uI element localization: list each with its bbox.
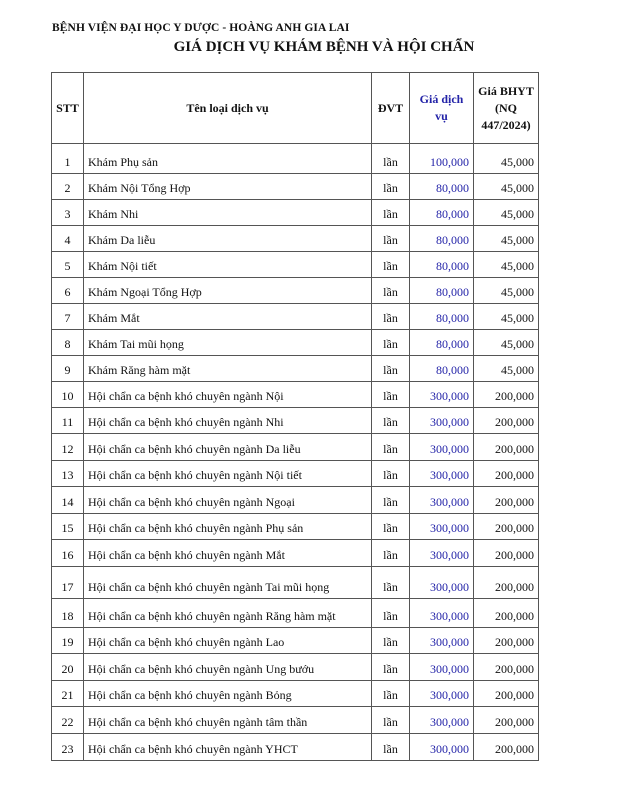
row-service-price: 300,000: [410, 681, 474, 707]
document-title: GIÁ DỊCH VỤ KHÁM BỆNH VÀ HỘI CHẨN: [173, 39, 475, 55]
row-stt: 22: [52, 707, 84, 734]
row-service-price: 80,000: [410, 278, 474, 304]
row-stt: 14: [52, 487, 84, 514]
row-unit: lần: [372, 144, 410, 174]
table-row: [52, 540, 539, 567]
row-insurance-price: 200,000: [474, 567, 539, 599]
row-stt: 4: [52, 226, 84, 252]
row-insurance-price: 200,000: [474, 514, 539, 540]
row-service-name: Hội chẩn ca bệnh khó chuyên ngành Nội tiết: [84, 461, 372, 487]
row-service-price: 300,000: [410, 628, 474, 654]
row-insurance-price: 45,000: [474, 330, 539, 356]
row-stt: 1: [52, 144, 84, 174]
row-unit: lần: [372, 252, 410, 278]
row-service-name: Khám Da liễu: [84, 226, 372, 252]
row-service-price: 80,000: [410, 330, 474, 356]
row-service-name: Khám Nội tiết: [84, 252, 372, 278]
row-unit: lần: [372, 599, 410, 628]
row-stt: 18: [52, 599, 84, 628]
row-stt: 23: [52, 734, 84, 761]
row-service-price: 300,000: [410, 461, 474, 487]
column-header-insurance-price: Giá BHYT (NQ 447/2024): [474, 73, 539, 144]
hospital-name: BỆNH VIỆN ĐẠI HỌC Y DƯỢC - HOÀNG ANH GIA LAI: [52, 22, 350, 34]
row-unit: lần: [372, 356, 410, 382]
row-unit: lần: [372, 514, 410, 540]
row-service-name: Khám Răng hàm mặt: [84, 356, 372, 382]
row-service-name: Khám Phụ sản: [84, 144, 372, 174]
table-row: [52, 226, 539, 252]
row-stt: 17: [52, 567, 84, 599]
column-header-service-price: Giá dịch vụ: [410, 73, 474, 144]
row-service-price: 300,000: [410, 408, 474, 434]
row-unit: lần: [372, 487, 410, 514]
row-service-name: Khám Tai mũi họng: [84, 330, 372, 356]
row-service-price: 300,000: [410, 514, 474, 540]
row-service-name: Hội chẩn ca bệnh khó chuyên ngành Ngoại: [84, 487, 372, 514]
row-service-name: Hội chẩn ca bệnh khó chuyên ngành Da liễu: [84, 434, 372, 461]
row-insurance-price: 45,000: [474, 226, 539, 252]
table-row: [52, 514, 539, 540]
row-unit: lần: [372, 408, 410, 434]
row-unit: lần: [372, 226, 410, 252]
row-service-price: 300,000: [410, 734, 474, 761]
row-stt: 16: [52, 540, 84, 567]
row-service-name: Hội chẩn ca bệnh khó chuyên ngành Mắt: [84, 540, 372, 567]
row-service-name: Hội chẩn ca bệnh khó chuyên ngành Nhi: [84, 408, 372, 434]
row-insurance-price: 200,000: [474, 487, 539, 514]
row-service-price: 300,000: [410, 487, 474, 514]
table-row: [52, 278, 539, 304]
row-service-name: Khám Ngoại Tổng Hợp: [84, 278, 372, 304]
row-unit: lần: [372, 382, 410, 408]
row-unit: lần: [372, 174, 410, 200]
table-row: [52, 434, 539, 461]
row-service-price: 300,000: [410, 567, 474, 599]
row-stt: 20: [52, 654, 84, 681]
row-service-name: Hội chẩn ca bệnh khó chuyên ngành Bỏng: [84, 681, 372, 707]
table-row: [52, 174, 539, 200]
row-stt: 6: [52, 278, 84, 304]
row-stt: 9: [52, 356, 84, 382]
row-service-name: Khám Nhi: [84, 200, 372, 226]
row-stt: 21: [52, 681, 84, 707]
row-service-name: Hội chẩn ca bệnh khó chuyên ngành Ung bướu: [84, 654, 372, 681]
table-row: [52, 461, 539, 487]
table-row: [52, 356, 539, 382]
row-service-price: 300,000: [410, 599, 474, 628]
price-table: [51, 72, 539, 761]
table-row: [52, 599, 539, 628]
column-header-unit: ĐVT: [372, 73, 410, 144]
table-row: [52, 200, 539, 226]
table-header-row: [52, 73, 539, 144]
row-insurance-price: 45,000: [474, 174, 539, 200]
row-insurance-price: 200,000: [474, 654, 539, 681]
row-unit: lần: [372, 654, 410, 681]
row-unit: lần: [372, 200, 410, 226]
table-row: [52, 382, 539, 408]
row-unit: lần: [372, 304, 410, 330]
row-unit: lần: [372, 540, 410, 567]
row-unit: lần: [372, 567, 410, 599]
row-unit: lần: [372, 434, 410, 461]
table-row: [52, 734, 539, 761]
row-stt: 19: [52, 628, 84, 654]
row-service-price: 300,000: [410, 382, 474, 408]
table-row: [52, 681, 539, 707]
row-insurance-price: 200,000: [474, 461, 539, 487]
row-service-name: Hội chẩn ca bệnh khó chuyên ngành Nội: [84, 382, 372, 408]
row-insurance-price: 200,000: [474, 734, 539, 761]
row-insurance-price: 200,000: [474, 628, 539, 654]
row-insurance-price: 45,000: [474, 356, 539, 382]
row-stt: 15: [52, 514, 84, 540]
row-unit: lần: [372, 461, 410, 487]
row-service-name: Hội chẩn ca bệnh khó chuyên ngành Phụ sản: [84, 514, 372, 540]
row-unit: lần: [372, 707, 410, 734]
table-row: [52, 567, 539, 599]
row-service-price: 300,000: [410, 707, 474, 734]
row-service-name: Hội chẩn ca bệnh khó chuyên ngành YHCT: [84, 734, 372, 761]
row-insurance-price: 200,000: [474, 540, 539, 567]
row-insurance-price: 200,000: [474, 382, 539, 408]
row-stt: 12: [52, 434, 84, 461]
row-service-price: 80,000: [410, 226, 474, 252]
row-insurance-price: 45,000: [474, 252, 539, 278]
row-service-price: 80,000: [410, 252, 474, 278]
row-insurance-price: 45,000: [474, 200, 539, 226]
table-row: [52, 304, 539, 330]
row-service-price: 80,000: [410, 304, 474, 330]
row-service-price: 300,000: [410, 434, 474, 461]
row-insurance-price: 45,000: [474, 144, 539, 174]
row-service-name: Hội chẩn ca bệnh khó chuyên ngành Lao: [84, 628, 372, 654]
column-header-service-name: Tên loại dịch vụ: [84, 73, 372, 144]
row-unit: lần: [372, 628, 410, 654]
row-service-name: Khám Nội Tổng Hợp: [84, 174, 372, 200]
row-service-price: 80,000: [410, 356, 474, 382]
row-unit: lần: [372, 734, 410, 761]
row-insurance-price: 200,000: [474, 707, 539, 734]
row-service-price: 100,000: [410, 144, 474, 174]
row-stt: 11: [52, 408, 84, 434]
row-insurance-price: 45,000: [474, 278, 539, 304]
row-stt: 10: [52, 382, 84, 408]
row-stt: 7: [52, 304, 84, 330]
table-row: [52, 330, 539, 356]
row-stt: 2: [52, 174, 84, 200]
row-insurance-price: 200,000: [474, 434, 539, 461]
row-service-price: 80,000: [410, 174, 474, 200]
row-service-name: Hội chẩn ca bệnh khó chuyên ngành Răng hàm mặt: [84, 599, 372, 628]
column-header-stt: STT: [52, 73, 84, 144]
table-row: [52, 654, 539, 681]
table-row: [52, 628, 539, 654]
row-unit: lần: [372, 681, 410, 707]
row-insurance-price: 45,000: [474, 304, 539, 330]
row-insurance-price: 200,000: [474, 599, 539, 628]
row-stt: 13: [52, 461, 84, 487]
table-row: [52, 252, 539, 278]
row-stt: 3: [52, 200, 84, 226]
row-stt: 5: [52, 252, 84, 278]
row-service-price: 300,000: [410, 540, 474, 567]
row-service-price: 80,000: [410, 200, 474, 226]
table-row: [52, 408, 539, 434]
row-service-name: Khám Mắt: [84, 304, 372, 330]
row-insurance-price: 200,000: [474, 408, 539, 434]
row-service-price: 300,000: [410, 654, 474, 681]
row-stt: 8: [52, 330, 84, 356]
table-row: [52, 487, 539, 514]
row-insurance-price: 200,000: [474, 681, 539, 707]
row-service-name: Hội chẩn ca bệnh khó chuyên ngành Tai mũi họng: [84, 567, 372, 599]
table-row: [52, 707, 539, 734]
row-unit: lần: [372, 330, 410, 356]
row-service-name: Hội chẩn ca bệnh khó chuyên ngành tâm thần: [84, 707, 372, 734]
table-row: [52, 144, 539, 174]
row-unit: lần: [372, 278, 410, 304]
